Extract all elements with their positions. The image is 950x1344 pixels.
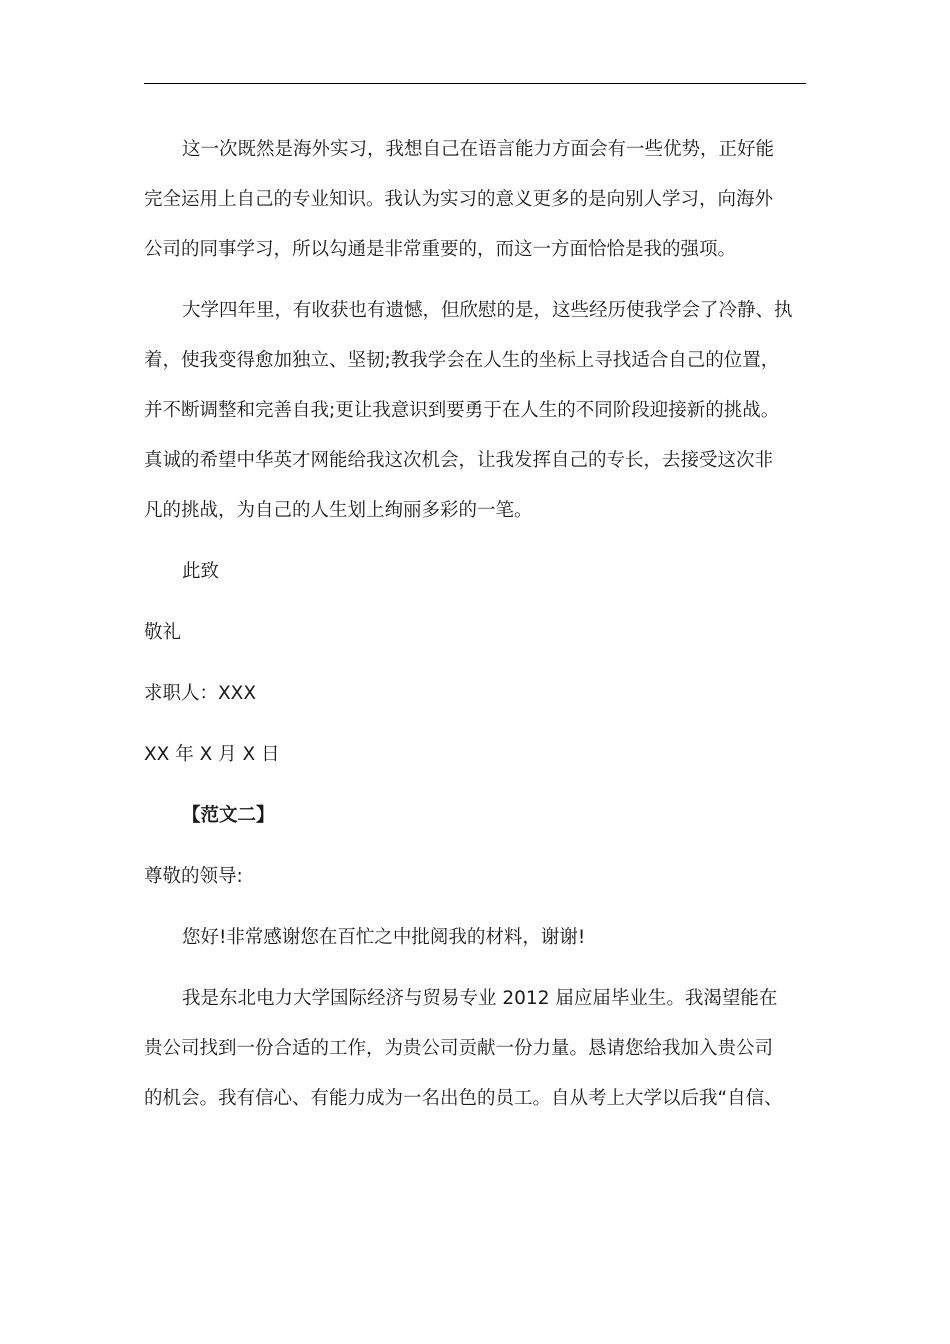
- header-rule: [144, 83, 806, 84]
- text-line: 着，使我变得愈加独立、坚韧;教我学会在人生的坐标上寻找适合自己的位置，: [144, 350, 780, 371]
- signature-line: 求职人：XXX: [144, 683, 257, 704]
- text-line: 并不断调整和完善自我;更让我意识到要勇于在人生的不同阶段迎接新的挑战。: [144, 400, 780, 421]
- text-line: 这一次既然是海外实习，我想自己在语言能力方面会有一些优势，正好能: [182, 139, 775, 160]
- text-line: 我是东北电力大学国际经济与贸易专业 2012 届应届毕业生。我渴望能在: [182, 988, 778, 1009]
- closing-jingli: 敬礼: [144, 622, 182, 643]
- greeting: 您好!非常感谢您在百忙之中批阅我的材料，谢谢!: [182, 927, 586, 948]
- text-line: 的机会。我有信心、有能力成为一名出色的员工。自从考上大学以后我“自信、: [144, 1088, 783, 1109]
- paragraph-self-introduction: [144, 974, 796, 1124]
- text-line: 公司的同事学习，所以勾通是非常重要的，而这一方面恰恰是我的强项。: [144, 239, 737, 260]
- text-line: 凡的挑战，为自己的人生划上绚丽多彩的一笔。: [144, 500, 533, 521]
- text-line: 大学四年里，有收获也有遗憾，但欣慰的是，这些经历使我学会了冷静、执: [182, 300, 793, 321]
- closing-cizhi: 此致: [182, 561, 220, 582]
- text-line: 完全运用上自己的专业知识。我认为实习的意义更多的是向别人学习，向海外: [144, 189, 774, 210]
- text-line: 真诚的希望中华英才网能给我这次机会，让我发挥自己的专长，去接受这次非: [144, 450, 774, 471]
- salutation: 尊敬的领导:: [144, 866, 243, 887]
- text-line: 贵公司找到一份合适的工作，为贵公司贡献一份力量。恳请您给我加入贵公司: [144, 1038, 774, 1059]
- document-body: [144, 125, 796, 1135]
- paragraph-university-years: [144, 286, 796, 536]
- section-heading: 【范文二】: [182, 805, 275, 826]
- paragraph-overseas-internship: [144, 125, 796, 275]
- date-line: XX 年 X 月 X 日: [144, 744, 280, 765]
